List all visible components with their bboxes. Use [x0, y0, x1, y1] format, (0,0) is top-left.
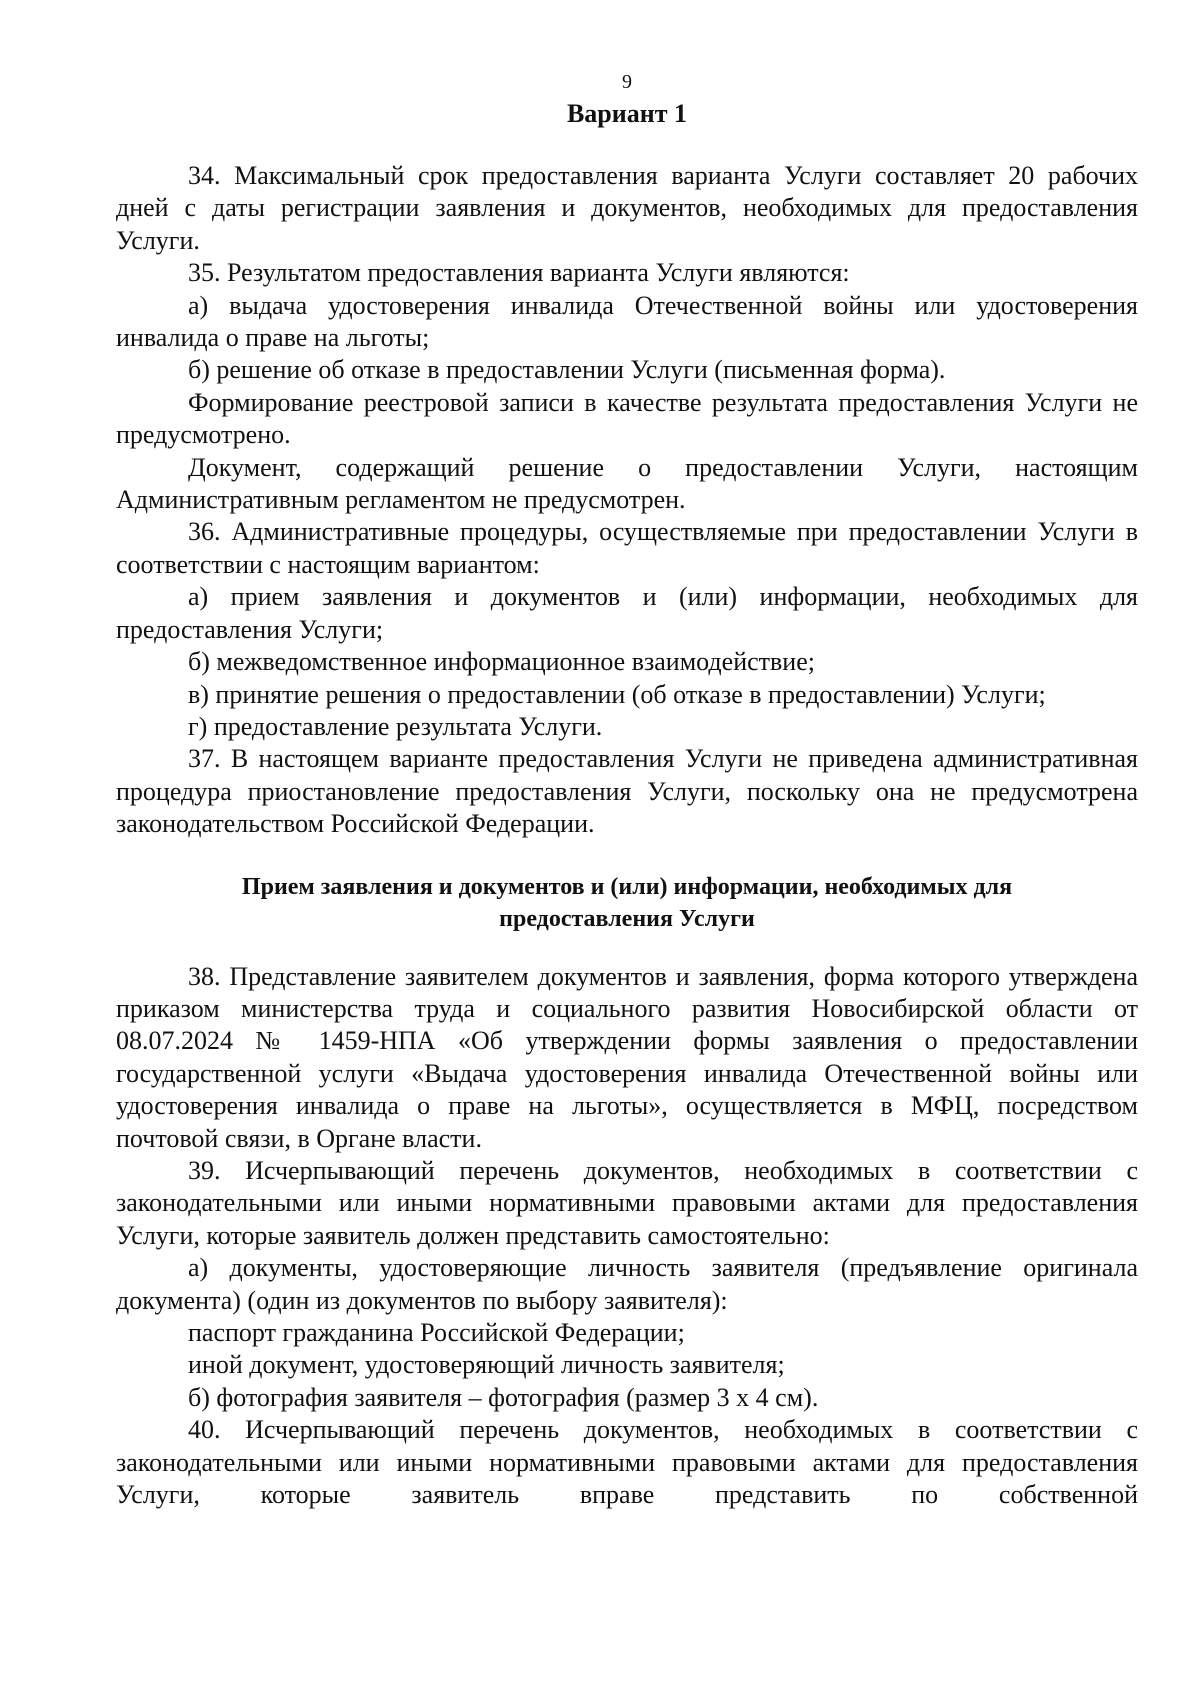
paragraph-registry-record: Формирование реестровой записи в качестве результата предоставления Услуги не предусмотрено. — [116, 387, 1138, 450]
page-number: 9 — [622, 71, 632, 93]
paragraph-40: 40. Исчерпывающий перечень документов, необходимых в соответствии с законодательными или иными нормативными правовыми актами для предоставления Услуги, которые заявитель вправе представить по собственной — [116, 1415, 1138, 1510]
paragraph-37: 37. В настоящем варианте предоставления Услуги не приведена административная процедура приостановление предоставления Услуги, поскольку она не предусмотрена законодательством Российской Федерации. — [116, 744, 1138, 839]
list-item-36g: г) предоставление результата Услуги. — [188, 711, 603, 741]
paragraph-36: 36. Административные процедуры, осуществляемые при предоставлении Услуги в соответствии с настоящим вариантом: — [116, 517, 1138, 579]
paragraph-decision-document: Документ, содержащий решение о предоставлении Услуги, настоящим Административным регламентом не предусмотрен. — [116, 452, 1138, 515]
paragraph-39: 39. Исчерпывающий перечень документов, необходимых в соответствии с законодательными или иными нормативными правовыми актами для предоставления Услуги, которые заявитель должен представить самостоятельно: — [116, 1155, 1138, 1250]
list-item-36v: в) принятие решения о предоставлении (об отказе в предоставлении) Услуги; — [188, 679, 1046, 709]
list-item-other-id: иной документ, удостоверяющий личность заявителя; — [188, 1350, 785, 1380]
list-item-36b: б) межведомственное информационное взаимодействие; — [188, 647, 815, 677]
list-item-35a: а) выдача удостоверения инвалида Отечественной войны или удостоверения инвалида о праве на льготы; — [116, 290, 1138, 353]
paragraph-35: 35. Результатом предоставления варианта Услуги являются: — [188, 258, 850, 288]
paragraph-38: 38. Представление заявителем документов и заявления, форма которого утверждена приказом министерства труда и социального развития Новосибирской области от 08.07.2024 № 1459-НПА «Об утверждении формы заявления о предоставлении государственной услуги «Выдача удостоверения инвалида Отечественной войны или удостоверения инвалида о праве на льготы», осуществляется в МФЦ, посредством почтовой связи, в Органе власти. — [116, 961, 1138, 1153]
subsection-title: Прием заявления и документов и (или) информации, необходимых для предоставления Услуги — [241, 873, 1013, 932]
subsection-body — [116, 961, 1138, 1512]
list-item-passport: паспорт гражданина Российской Федерации; — [188, 1318, 685, 1347]
list-item-39a: а) документы, удостоверяющие личность заявителя (предъявление оригинала документа) (один из документов по выбору заявителя): — [116, 1253, 1138, 1315]
paragraph-34: 34. Максимальный срок предоставления варианта Услуги составляет 20 рабочих дней с даты регистрации заявления и документов, необходимых для предоставления Услуги. — [116, 161, 1138, 255]
list-item-39b: б) фотография заявителя – фотография (размер 3 х 4 см). — [188, 1382, 819, 1412]
section-body — [116, 160, 1138, 841]
list-item-35b: б) решение об отказе в предоставлении Услуги (письменная форма). — [188, 355, 946, 385]
list-item-36a: а) прием заявления и документов и (или) информации, необходимых для предоставления Услуги; — [116, 582, 1138, 644]
document-page — [116, 70, 1138, 1511]
section-title: Вариант 1 — [566, 99, 688, 128]
